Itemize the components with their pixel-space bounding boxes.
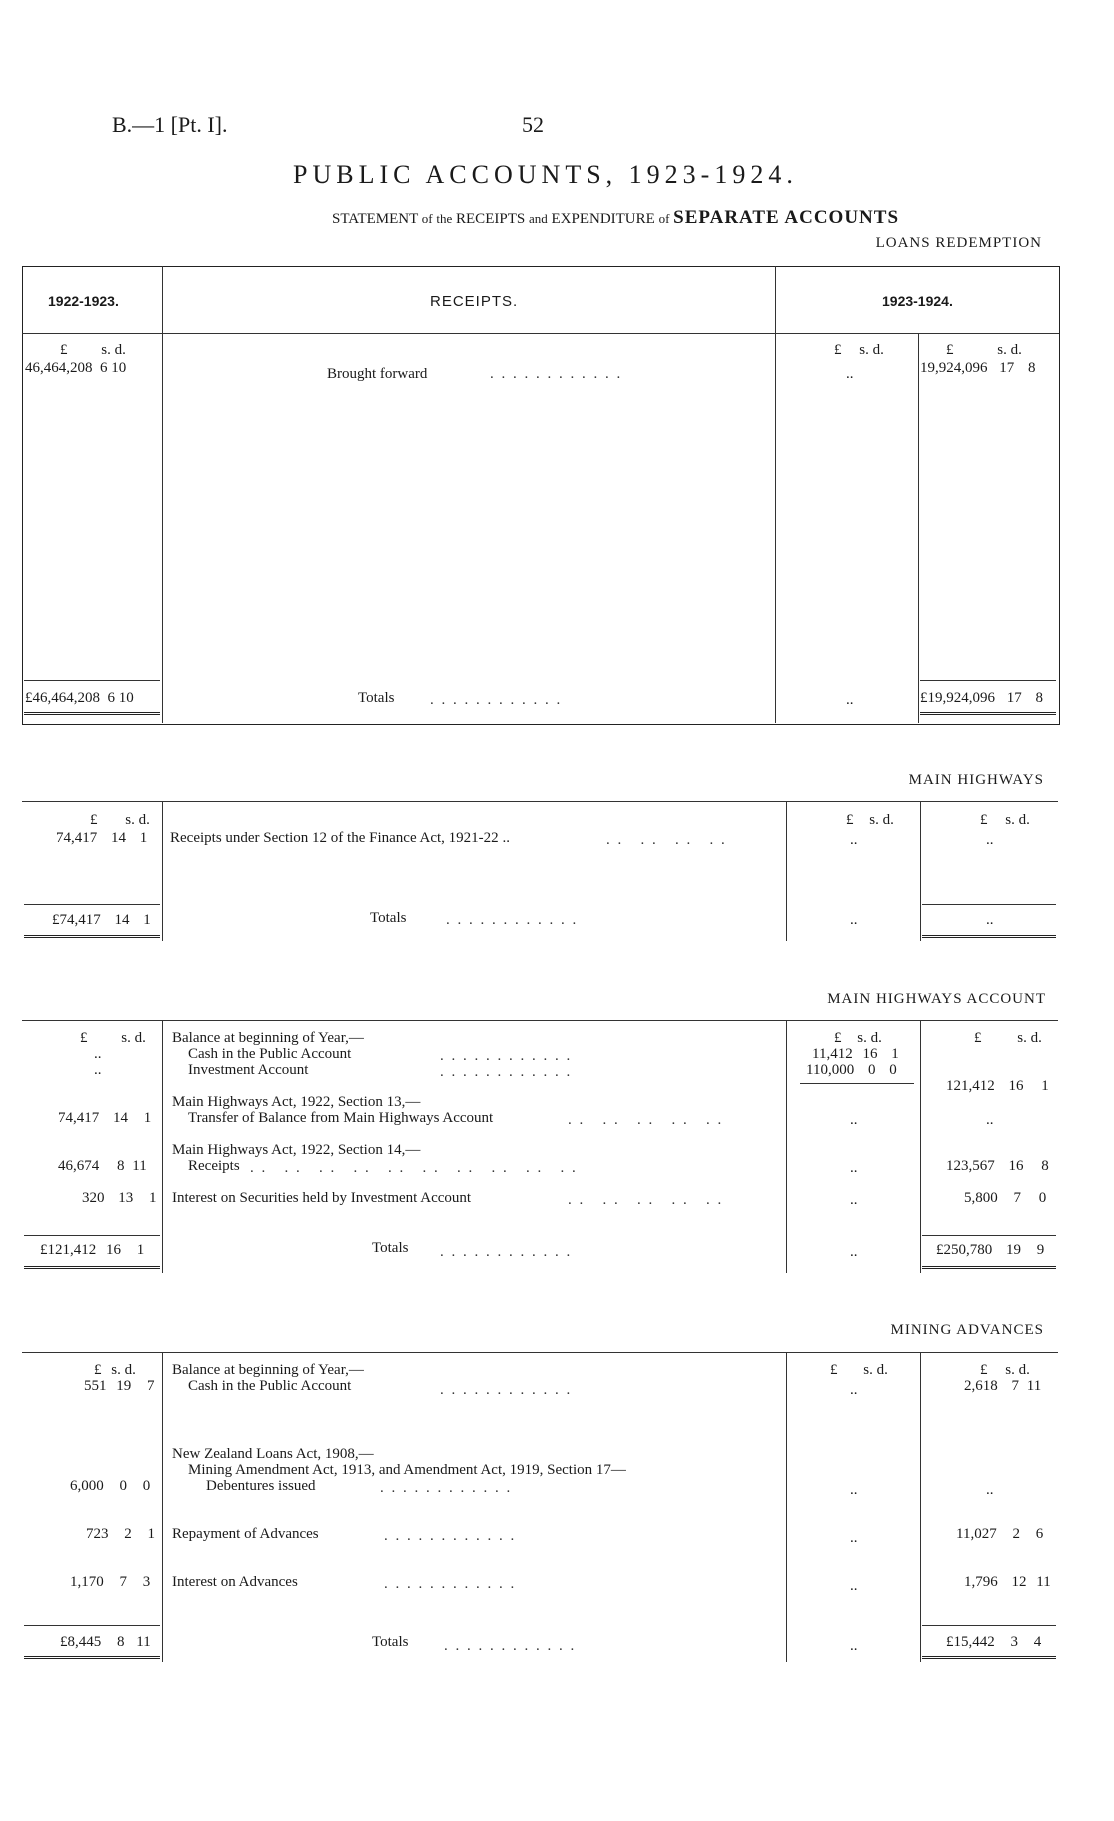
page-title: PUBLIC ACCOUNTS, 1923-1924. bbox=[293, 160, 798, 189]
finance-act-leader: . . . . . . . . bbox=[606, 832, 727, 848]
unit-pound: £ bbox=[60, 342, 68, 358]
repayment-amount: 11,027 2 6 bbox=[956, 1526, 1044, 1542]
section13-leader: . . . . . . . . . . bbox=[568, 1112, 724, 1128]
statement-the: the bbox=[436, 211, 453, 226]
statement-heading bbox=[332, 207, 899, 229]
col-header-receipts: RECEIPTS. bbox=[430, 293, 519, 310]
prev-brought-forward: 46,464,208 6 10 bbox=[25, 360, 127, 376]
cash-leader: . . . . . . . . . . . . bbox=[440, 1382, 573, 1398]
totals-leader: . . . . . . . . . . . . bbox=[444, 1638, 577, 1654]
unit-header-curr: £ s. d. bbox=[974, 1030, 1042, 1046]
section14-amount: 123,567 16 8 bbox=[946, 1158, 1049, 1174]
total-amount: .. bbox=[986, 912, 994, 928]
prev-total: £8,445 8 11 bbox=[60, 1634, 151, 1650]
interest-label: Interest on Securities held by Investment Account bbox=[172, 1190, 472, 1206]
section14-heading: Main Highways Act, 1922, Section 14,— bbox=[172, 1142, 421, 1158]
unit-pound: £ bbox=[946, 342, 954, 358]
unit-shilling: s. bbox=[997, 342, 1007, 358]
totals-label: Totals bbox=[372, 1634, 409, 1650]
total-amount: £19,924,096 17 8 bbox=[920, 690, 1043, 706]
prev-total: £46,464,208 6 10 bbox=[25, 690, 134, 706]
interest-prev: 320 13 1 bbox=[82, 1190, 157, 1206]
unit-pence: d. bbox=[1010, 342, 1022, 358]
investment-mid: 110,000 0 0 bbox=[806, 1062, 897, 1078]
section13-prev: 74,417 14 1 bbox=[58, 1110, 152, 1126]
investment-prev: .. bbox=[94, 1062, 102, 1078]
unit-pence: d. bbox=[114, 342, 126, 358]
interest-amount: 1,796 12 11 bbox=[964, 1574, 1051, 1590]
section-title-main-highways: MAIN HIGHWAYS bbox=[908, 772, 1044, 788]
totals-mid: .. bbox=[850, 912, 858, 928]
investment-leader: . . . . . . . . . . . . bbox=[440, 1064, 573, 1080]
brought-forward-leader: . . . . . . . . . . . . bbox=[490, 366, 623, 382]
unit-header-prev: £ s. d. bbox=[90, 812, 150, 828]
debentures-amount: .. bbox=[986, 1482, 994, 1498]
interest-amount: 5,800 7 0 bbox=[964, 1190, 1047, 1206]
page-number: 52 bbox=[522, 112, 544, 137]
totals-leader: . . . . . . . . . . . . bbox=[440, 1244, 573, 1260]
unit-header-curr: £ s. d. bbox=[980, 1362, 1030, 1378]
cash-mid: .. bbox=[850, 1382, 858, 1398]
section13-label: Transfer of Balance from Main Highways Account bbox=[188, 1110, 494, 1126]
debentures-prev: 6,000 0 0 bbox=[70, 1478, 151, 1494]
finance-act-receipts-label: Receipts under Section 12 of the Finance Act, 1921-22 .. bbox=[170, 830, 510, 846]
nz-loans-sub: Mining Amendment Act, 1913, and Amendment Act, 1919, Section 17— bbox=[188, 1462, 626, 1478]
unit-shilling: s. bbox=[859, 342, 869, 358]
statement-separate-accounts: SEPARATE ACCOUNTS bbox=[673, 207, 900, 228]
totals-mid: .. bbox=[846, 692, 854, 708]
unit-header-mid: £ s. d. bbox=[834, 1030, 882, 1046]
unit-header-prev: £ s. d. bbox=[94, 1362, 136, 1378]
unit-pence: d. bbox=[872, 342, 884, 358]
balance-heading: Balance at beginning of Year,— bbox=[172, 1362, 364, 1378]
unit-header-mid bbox=[834, 342, 884, 359]
debentures-leader: . . . . . . . . . . . . bbox=[380, 1480, 513, 1496]
balance-heading: Balance at beginning of Year,— bbox=[172, 1030, 364, 1046]
statement-of-2: of bbox=[658, 211, 670, 226]
unit-header-mid: £ s. d. bbox=[846, 812, 894, 828]
cash-amount: 2,618 7 11 bbox=[964, 1378, 1042, 1394]
section14-label: Receipts bbox=[188, 1158, 240, 1174]
totals-label: Totals bbox=[370, 910, 407, 926]
section-title-mining-advances: MINING ADVANCES bbox=[890, 1322, 1044, 1338]
statement-receipts: RECEIPTS bbox=[456, 211, 526, 227]
interest-leader: . . . . . . . . . . . . bbox=[384, 1576, 517, 1592]
statement-expenditure: EXPENDITURE bbox=[551, 211, 655, 227]
section14-prev: 46,674 8 11 bbox=[58, 1158, 147, 1174]
unit-shilling: s. bbox=[101, 342, 111, 358]
finance-act-amount: .. bbox=[986, 832, 994, 848]
cash-label: Cash in the Public Account bbox=[188, 1046, 352, 1062]
statement-and: and bbox=[528, 211, 548, 226]
repayment-label: Repayment of Advances bbox=[172, 1526, 319, 1542]
page-ref: B.—1 [Pt. I]. bbox=[112, 112, 228, 137]
statement-of: of bbox=[421, 211, 433, 226]
cash-label: Cash in the Public Account bbox=[188, 1378, 352, 1394]
prev-row-amount: 74,417 14 1 bbox=[56, 830, 148, 846]
unit-pound: £ bbox=[834, 342, 842, 358]
section14-mid: .. bbox=[850, 1160, 858, 1176]
col-header-1923-1924: 1923-1924. bbox=[882, 293, 953, 309]
total-amount: £250,780 19 9 bbox=[936, 1242, 1045, 1258]
interest-leader: . . . . . . . . . . bbox=[568, 1192, 724, 1208]
statement-prefix: STATEMENT bbox=[332, 211, 419, 227]
col-header-1922-1923: 1922-1923. bbox=[48, 293, 119, 309]
section14-leader: . . . . . . . . . . . . . . . . . . . . bbox=[250, 1160, 578, 1176]
totals-label: Totals bbox=[372, 1240, 409, 1256]
debentures-mid: .. bbox=[850, 1482, 858, 1498]
nz-loans-heading: New Zealand Loans Act, 1908,— bbox=[172, 1446, 374, 1462]
interest-mid: .. bbox=[850, 1578, 858, 1594]
balance-total: 121,412 16 1 bbox=[946, 1078, 1049, 1094]
investment-label: Investment Account bbox=[188, 1062, 309, 1078]
cash-prev: 551 19 7 bbox=[84, 1378, 155, 1394]
interest-label: Interest on Advances bbox=[172, 1574, 298, 1590]
totals-leader: . . . . . . . . . . . . bbox=[446, 912, 579, 928]
cash-prev: .. bbox=[94, 1046, 102, 1062]
total-amount: £15,442 3 4 bbox=[946, 1634, 1042, 1650]
unit-header-curr bbox=[946, 342, 1022, 359]
section13-amount: .. bbox=[986, 1112, 994, 1128]
debentures-label: Debentures issued bbox=[206, 1478, 316, 1494]
brought-forward-amount: 19,924,096 17 8 bbox=[920, 360, 1036, 376]
prev-total: £121,412 16 1 bbox=[40, 1242, 145, 1258]
cash-leader: . . . . . . . . . . . . bbox=[440, 1048, 573, 1064]
finance-act-mid: .. bbox=[850, 832, 858, 848]
totals-mid: .. bbox=[850, 1244, 858, 1260]
unit-header-mid: £ s. d. bbox=[830, 1362, 888, 1378]
unit-header-prev bbox=[60, 342, 126, 359]
section13-mid: .. bbox=[850, 1112, 858, 1128]
repayment-prev: 723 2 1 bbox=[86, 1526, 155, 1542]
interest-prev: 1,170 7 3 bbox=[70, 1574, 151, 1590]
interest-mid: .. bbox=[850, 1192, 858, 1208]
unit-header-prev: £ s. d. bbox=[80, 1030, 146, 1046]
unit-header-curr: £ s. d. bbox=[980, 812, 1030, 828]
section13-heading: Main Highways Act, 1922, Section 13,— bbox=[172, 1094, 421, 1110]
repayment-mid: .. bbox=[850, 1530, 858, 1546]
repayment-leader: . . . . . . . . . . . . bbox=[384, 1528, 517, 1544]
totals-label: Totals bbox=[358, 690, 395, 706]
prev-total: £74,417 14 1 bbox=[52, 912, 151, 928]
section-title-main-highways-account: MAIN HIGHWAYS ACCOUNT bbox=[827, 991, 1046, 1007]
brought-forward-label: Brought forward bbox=[327, 366, 428, 382]
totals-leader: . . . . . . . . . . . . bbox=[430, 692, 563, 708]
cash-mid: 11,412 16 1 bbox=[812, 1046, 899, 1062]
section-title-loans-redemption: LOANS REDEMPTION bbox=[875, 235, 1042, 251]
totals-mid: .. bbox=[850, 1638, 858, 1654]
brought-forward-mid: .. bbox=[846, 366, 854, 382]
